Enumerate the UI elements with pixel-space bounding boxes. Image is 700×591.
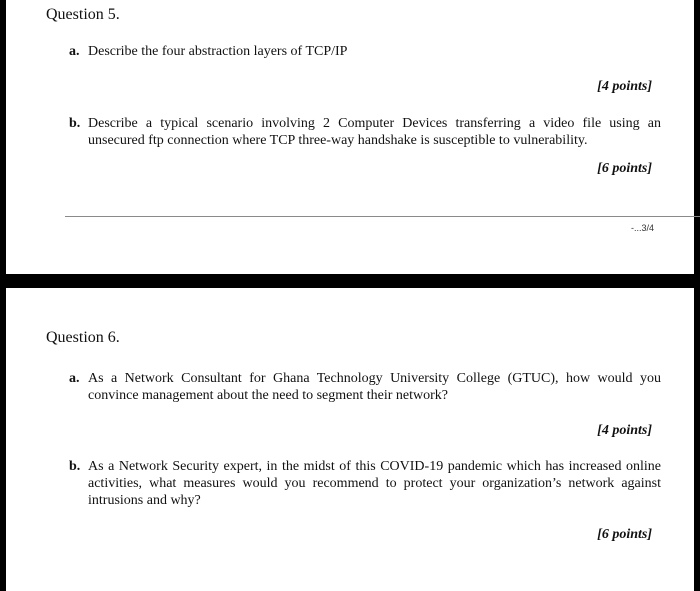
question-5b-points: [6 points] (597, 161, 652, 176)
question-5a-text: Describe the four abstraction layers of TCP/IP (88, 44, 348, 59)
page-divider (0, 274, 700, 288)
question-6b-text: As a Network Security expert, in the midst of this COVID-19 pandemic which has increased online activities, what measures would you recommend to protect your organization’s network against intrusions and why? (88, 459, 661, 508)
question-6b-letter: b. (69, 459, 81, 474)
question-5b-letter: b. (69, 116, 81, 131)
question-5a (69, 43, 664, 60)
question-5b (69, 115, 664, 155)
page-4 (6, 288, 694, 591)
question-5a-points: [4 points] (597, 79, 652, 94)
question-5a-letter: a. (69, 44, 80, 59)
question-6a-points: [4 points] (597, 423, 652, 438)
question-6a-letter: a. (69, 371, 80, 386)
question-5b-text: Describe a typical scenario involving 2 Computer Devices transferring a video file using an unsecured ftp connection where TCP three-way handshake is susceptible to vulnerability. (88, 116, 661, 148)
question-6a (69, 370, 664, 410)
question-6b-points: [6 points] (597, 527, 652, 542)
footer-rule (65, 216, 700, 217)
question-5-title: Question 5. (46, 6, 120, 23)
page-3 (6, 0, 694, 274)
question-6-title: Question 6. (46, 329, 120, 346)
question-6a-text: As a Network Consultant for Ghana Technology University College (GTUC), how would you convince management about the need to segment their network? (88, 371, 661, 403)
page-number: -...3/4 (630, 223, 654, 233)
question-6b (69, 458, 664, 518)
